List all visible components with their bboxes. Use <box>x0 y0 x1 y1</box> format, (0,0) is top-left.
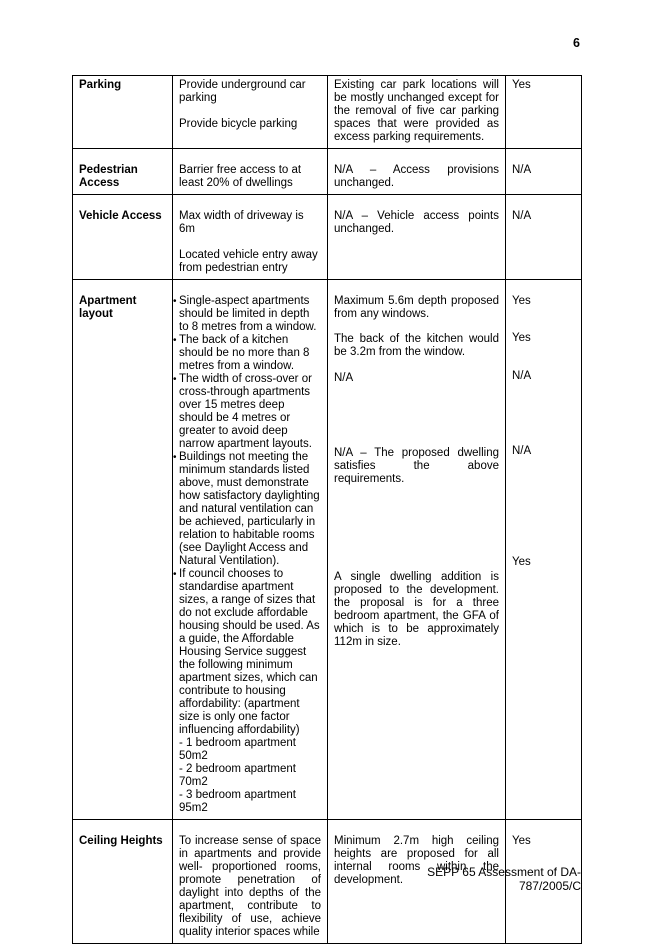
proposal-text: N/A – The proposed dwelling satisfies the above requirements. <box>334 447 499 485</box>
requirement-cell: To increase sense of space in apartments and provide well- proportioned rooms, promote penetration of daylight into depths of the apartment, contribute to flexibility of use, achieve quality interior spaces while <box>173 820 328 944</box>
compliance-text: N/A <box>512 445 532 457</box>
requirement-text: Max width of driveway is 6m <box>179 210 304 235</box>
table-row-parking <box>73 76 582 149</box>
requirement-list <box>173 295 321 737</box>
list-item: • Single-aspect apartments should be limited in depth to 8 metres from a window. <box>173 295 317 333</box>
compliance-text: Yes <box>512 556 531 568</box>
proposal-cell: Minimum 2.7m high ceiling heights are proposed for all internal rooms within the development. <box>328 820 506 944</box>
category-cell: Ceiling Heights <box>73 820 173 944</box>
category-cell: Apartment layout <box>73 280 173 820</box>
proposal-cell: N/A – Access provisions unchanged. <box>328 149 506 195</box>
table-row-pedestrian-access <box>73 149 582 195</box>
requirement-cell <box>173 76 328 149</box>
proposal-text: N/A <box>334 372 354 384</box>
size-line: - 3 bedroom apartment 95m2 <box>179 789 296 814</box>
footer-reference: SEPP 65 Assessment of DA-787/2005/C <box>427 865 581 893</box>
requirement-cell <box>173 280 328 820</box>
list-item: • If council chooses to standardise apartment sizes, a range of sizes that do not exclude affordable housing should be used. As a guide, the Affordable Housing Service suggest the following minimum apartment sizes, which can contribute to housing affordability: (apartment size is only one factor influencing affordability) <box>173 568 320 736</box>
requirement-cell <box>173 195 328 280</box>
compliance-text: N/A <box>512 370 532 382</box>
list-item: • The back of a kitchen should be no more than 8 metres from a window. <box>173 334 310 372</box>
proposal-text: The back of the kitchen would be 3.2m from the window. <box>334 333 499 358</box>
table-row-apartment-layout <box>73 280 582 820</box>
compliance-cell: Yes <box>506 820 582 944</box>
proposal-cell <box>328 280 506 820</box>
compliance-text: Yes <box>512 295 531 307</box>
assessment-table <box>72 75 582 944</box>
proposal-cell: N/A – Vehicle access points unchanged. <box>328 195 506 280</box>
proposal-text: A single dwelling addition is proposed to the development. the proposal is for a three bedroom apartment, the GFA of which is to be approximately 112m in size. <box>334 571 499 648</box>
category-cell: Vehicle Access <box>73 195 173 280</box>
compliance-cell: Yes <box>506 76 582 149</box>
requirement-text: Provide bicycle parking <box>179 118 298 130</box>
requirement-text: Located vehicle entry away from pedestrian entry <box>179 249 318 274</box>
list-item: • Buildings not meeting the minimum standards listed above, must demonstrate how satisfactory daylighting and natural ventilation can be achieved, particularly in relation to habitable rooms (see Daylight Access and Natural Ventilation). <box>173 451 320 567</box>
category-cell: Parking <box>73 76 173 149</box>
page-number: 6 <box>573 36 580 50</box>
proposal-cell: Existing car park locations will be mostly unchanged except for the removal of five car parking spaces that were provided as excess parking requirements. <box>328 76 506 149</box>
requirement-text: Provide underground car parking <box>179 79 306 104</box>
category-cell: Pedestrian Access <box>73 149 173 195</box>
requirement-cell: Barrier free access to at least 20% of dwellings <box>173 149 328 195</box>
proposal-text: Maximum 5.6m depth proposed from any windows. <box>334 295 499 320</box>
compliance-text: Yes <box>512 332 531 344</box>
size-line: - 1 bedroom apartment 50m2 <box>179 737 296 762</box>
list-item: • The width of cross-over or cross-through apartments over 15 metres deep should be 4 metres or greater to avoid deep narrow apartment layouts. <box>173 373 312 450</box>
table-row-vehicle-access <box>73 195 582 280</box>
size-line: - 2 bedroom apartment 70m2 <box>179 763 296 788</box>
compliance-cell <box>506 280 582 820</box>
compliance-cell: N/A <box>506 195 582 280</box>
compliance-cell: N/A <box>506 149 582 195</box>
